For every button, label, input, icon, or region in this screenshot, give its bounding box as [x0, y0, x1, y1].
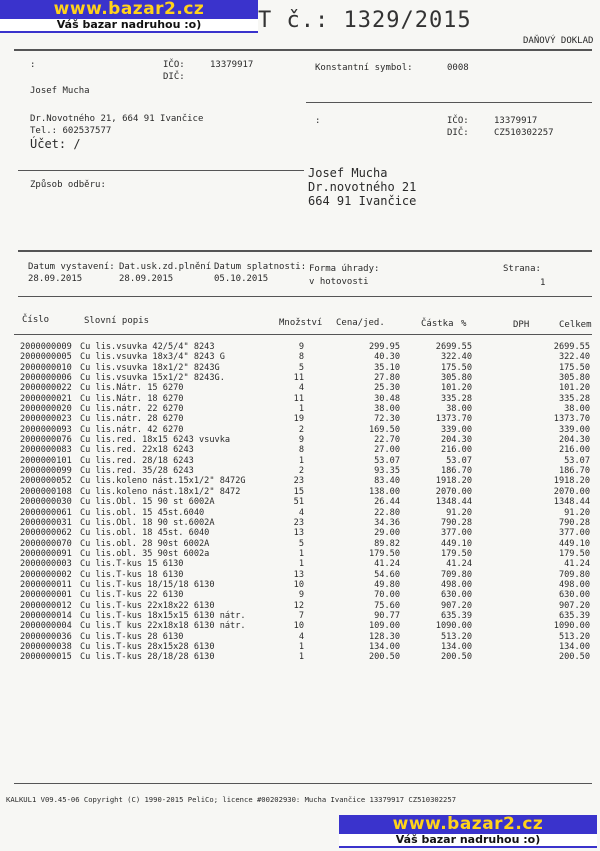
item-quantity: 4: [298, 383, 304, 394]
item-quantity: 5: [298, 362, 304, 373]
customer-dic: CZ510302257: [494, 128, 554, 138]
item-code: 2000000003: [20, 559, 72, 570]
due-date: 05.10.2015: [214, 274, 269, 284]
supplier-address: Dr.Novotného 21, 664 91 Ivančice: [30, 114, 204, 124]
customer-name: Josef Mucha: [308, 166, 388, 180]
constant-symbol-value: 0008: [447, 63, 469, 73]
item-code: 2000000022: [20, 383, 72, 394]
item-code: 2000000091: [20, 548, 72, 559]
item-amount: 907.20: [440, 600, 472, 611]
item-code: 2000000006: [20, 373, 72, 384]
item-description: Cu lis.red. 35/28 6243: [80, 466, 194, 477]
item-amount: 91.20: [446, 507, 472, 518]
item-unit-price: 22.70: [374, 435, 400, 446]
item-description: Cu lis.T-kus 15 6130: [80, 559, 184, 570]
due-label: Datum splatnosti:: [214, 262, 307, 272]
item-total: 216.00: [558, 445, 590, 456]
watermark-top[interactable]: [0, 0, 258, 33]
item-total: 709.80: [558, 569, 590, 580]
item-code: 2000000093: [20, 424, 72, 435]
item-code: 2000000062: [20, 528, 72, 539]
item-code: 2000000070: [20, 538, 72, 549]
item-unit-price: 26.44: [374, 497, 400, 508]
delivery-divider: [18, 170, 304, 171]
item-amount: 200.50: [440, 652, 472, 663]
item-total: 204.30: [558, 435, 590, 446]
item-amount: 179.50: [440, 548, 472, 559]
item-description: Cu lis.red. 18x15 6243 vsuvka: [80, 435, 231, 446]
item-unit-price: 40.30: [374, 352, 400, 363]
item-unit-price: 200.50: [368, 652, 400, 663]
item-description: Cu lis.red. 28/18 6243: [80, 455, 194, 466]
watermark-url-bottom[interactable]: www.bazar2.cz: [392, 814, 544, 834]
supplier-ico: 13379917: [210, 60, 254, 70]
supplier-dic-label: DIČ:: [163, 72, 185, 82]
item-unit-price: 54.60: [374, 569, 400, 580]
item-description: Cu lis.T-kus 18/15/18 6130: [80, 579, 215, 590]
item-amount: 2699.55: [435, 342, 472, 352]
item-total: 513.20: [558, 631, 590, 642]
header-divider: [14, 49, 592, 51]
item-description: Cu lis.T-kus 28x15x28 6130: [80, 641, 215, 652]
supplier-phone: Tel.: 602537577: [30, 126, 112, 136]
item-description: Cu lis.obl. 18 45st. 6040: [80, 528, 210, 539]
item-amount: 186.70: [440, 466, 472, 477]
table-row: [20, 352, 590, 362]
item-unit-price: 90.77: [374, 610, 400, 621]
item-unit-price: 25.30: [374, 383, 400, 394]
item-quantity: 1: [298, 641, 304, 652]
item-quantity: 15: [293, 486, 304, 497]
item-amount: 216.00: [440, 445, 472, 456]
item-description: Cu lis.nátr. 22 6270: [80, 404, 184, 415]
item-code: 2000000052: [20, 476, 72, 487]
item-description: Cu lis.red. 22x18 6243: [80, 445, 194, 456]
item-amount: 377.00: [440, 528, 472, 539]
customer-ico: 13379917: [494, 116, 538, 126]
issued-date: 28.09.2015: [28, 274, 83, 284]
item-code: 2000000108: [20, 486, 72, 497]
item-quantity: 9: [298, 590, 304, 601]
item-total: 1918.20: [553, 476, 590, 487]
item-code: 2000000083: [20, 445, 72, 456]
tax-document-label: DAŇOVÝ DOKLAD: [523, 36, 594, 46]
item-code: 2000000099: [20, 466, 72, 477]
item-description: Cu lis.T kus 22x18x18 6130 nátr.: [80, 621, 246, 632]
item-description: Cu lis.T-kus 28 6130: [80, 631, 184, 642]
item-description: Cu lis.vsuvka 18x1/2" 8243G: [80, 362, 220, 373]
item-description: Cu lis.Nátr. 15 6270: [80, 383, 184, 394]
item-total: 134.00: [558, 641, 590, 652]
customer-city: 664 91 Ivančice: [308, 194, 417, 208]
payment-method: v hotovosti: [309, 277, 369, 287]
item-amount: 1373.70: [435, 414, 472, 425]
page-number: 1: [540, 278, 546, 288]
item-amount: 1918.20: [435, 476, 472, 487]
item-description: Cu lis.vsuvka 18x3/4" 8243 G: [80, 352, 225, 363]
item-amount: 790.28: [440, 517, 472, 528]
item-unit-price: 34.36: [374, 517, 400, 528]
item-total: 449.10: [558, 538, 590, 549]
item-total: 101.20: [558, 383, 590, 394]
item-quantity: 4: [298, 507, 304, 518]
item-code: 2000000023: [20, 414, 72, 425]
item-amount: 101.20: [440, 383, 472, 394]
item-total: 335.28: [558, 393, 590, 404]
table-row: [20, 580, 590, 590]
item-total: 2070.00: [553, 486, 590, 497]
item-quantity: 9: [298, 435, 304, 446]
watermark-slogan-bottom: Váš bazar nadruhou :o): [339, 834, 597, 846]
header-desc: Slovní popis: [84, 316, 150, 326]
supplier-name: Josef Mucha: [30, 86, 90, 96]
table-row: [20, 363, 590, 373]
table-row: [20, 435, 590, 445]
item-quantity: 10: [293, 579, 304, 590]
delivery-label: Způsob odběru:: [30, 180, 106, 190]
header-qty: Množství: [279, 318, 323, 328]
item-quantity: 4: [298, 631, 304, 642]
item-code: 2000000009: [20, 342, 72, 352]
item-unit-price: 299.95: [368, 342, 400, 352]
taxable-date: 28.09.2015: [119, 274, 174, 284]
constant-symbol-label: Konstantní symbol:: [315, 63, 413, 73]
item-code: 2000000020: [20, 404, 72, 415]
item-description: Cu lis.T-kus 18 6130: [80, 569, 184, 580]
item-description: Cu lis.T-kus 28/18/28 6130: [80, 652, 215, 663]
table-row: [20, 466, 590, 476]
supplier-ico-label: IČO:: [163, 60, 185, 70]
item-description: Cu lis.nátr. 42 6270: [80, 424, 184, 435]
footer-copyright: KALKUL1 V09.45-06 Copyright (C) 1990-2015 PeliCo; licence #00202930: Mucha Ivančice 13379917 CZ510302257: [6, 795, 457, 804]
item-amount: 709.80: [440, 569, 472, 580]
item-total: 630.00: [558, 590, 590, 601]
item-amount: 498.00: [440, 579, 472, 590]
table-row: [20, 487, 590, 497]
table-row: [20, 549, 590, 559]
table-row: [20, 611, 590, 621]
item-total: 1090.00: [553, 621, 590, 632]
item-code: 2000000061: [20, 507, 72, 518]
header-vat: DPH: [513, 320, 530, 330]
page-label: Strana:: [503, 264, 541, 274]
item-unit-price: 38.00: [374, 404, 400, 415]
item-code: 2000000012: [20, 600, 72, 611]
item-quantity: 11: [293, 393, 304, 404]
item-total: 2699.55: [553, 342, 590, 352]
item-quantity: 1: [298, 404, 304, 415]
item-unit-price: 27.80: [374, 373, 400, 384]
item-total: 41.24: [564, 559, 590, 570]
item-quantity: 13: [293, 569, 304, 580]
item-unit-price: 41.24: [374, 559, 400, 570]
item-description: Cu lis.koleno nást.15x1/2" 8472G: [80, 476, 246, 487]
item-total: 38.00: [564, 404, 590, 415]
item-unit-price: 169.50: [368, 424, 400, 435]
table-row: [20, 476, 590, 486]
item-total: 635.39: [558, 610, 590, 621]
item-amount: 335.28: [440, 393, 472, 404]
item-unit-price: 109.00: [368, 621, 400, 632]
item-quantity: 13: [293, 528, 304, 539]
table-row: [20, 642, 590, 652]
watermark-slogan: Váš bazar nadruhou :o): [0, 19, 258, 31]
item-quantity: 2: [298, 466, 304, 477]
item-amount: 134.00: [440, 641, 472, 652]
item-total: 200.50: [558, 652, 590, 663]
item-total: 322.40: [558, 352, 590, 363]
item-unit-price: 53.07: [374, 455, 400, 466]
item-total: 1348.44: [553, 497, 590, 508]
item-total: 790.28: [558, 517, 590, 528]
item-unit-price: 30.48: [374, 393, 400, 404]
item-code: 2000000101: [20, 455, 72, 466]
watermark-bottom[interactable]: [339, 815, 597, 848]
item-unit-price: 93.35: [374, 466, 400, 477]
item-amount: 1348.44: [435, 497, 472, 508]
item-code: 2000000011: [20, 579, 72, 590]
table-row: [20, 373, 590, 383]
items-table: [20, 342, 590, 663]
table-bottom-divider: [14, 783, 592, 784]
item-description: Cu lis.obl. 28 90st 6002A: [80, 538, 210, 549]
item-unit-price: 179.50: [368, 548, 400, 559]
table-row: [20, 342, 590, 352]
table-row: [20, 508, 590, 518]
table-row: [20, 601, 590, 611]
item-quantity: 1: [298, 652, 304, 663]
item-amount: 635.39: [440, 610, 472, 621]
item-code: 2000000001: [20, 590, 72, 601]
item-code: 2000000015: [20, 652, 72, 663]
item-quantity: 9: [298, 342, 304, 352]
watermark-url[interactable]: www.bazar2.cz: [53, 0, 205, 19]
item-amount: 339.00: [440, 424, 472, 435]
item-description: Cu lis.obl. 35 90st 6002a: [80, 548, 210, 559]
item-description: Cu lis.vsuvka 42/5/4" 8243: [80, 342, 215, 352]
item-unit-price: 70.00: [374, 590, 400, 601]
document-title: T č.: 1329/2015: [258, 8, 472, 33]
item-unit-price: 35.10: [374, 362, 400, 373]
table-row: [20, 445, 590, 455]
item-total: 305.80: [558, 373, 590, 384]
item-unit-price: 27.00: [374, 445, 400, 456]
item-quantity: 12: [293, 600, 304, 611]
dates-divider-top: [18, 250, 592, 252]
item-description: Cu lis.obl. 15 45st.6040: [80, 507, 205, 518]
taxable-label: Dat.usk.zd.plnění: [119, 262, 212, 272]
table-row: [20, 570, 590, 580]
item-code: 2000000002: [20, 569, 72, 580]
item-code: 2000000036: [20, 631, 72, 642]
item-code: 2000000030: [20, 497, 72, 508]
item-unit-price: 134.00: [368, 641, 400, 652]
supplier-account: Účet: /: [30, 137, 81, 151]
item-code: 2000000014: [20, 610, 72, 621]
item-total: 339.00: [558, 424, 590, 435]
item-code: 2000000005: [20, 352, 72, 363]
item-total: 907.20: [558, 600, 590, 611]
item-unit-price: 138.00: [368, 486, 400, 497]
issued-label: Datum vystavení:: [28, 262, 115, 272]
table-row: [20, 632, 590, 642]
item-total: 91.20: [564, 507, 590, 518]
item-description: Cu lis.nátr. 28 6270: [80, 414, 184, 425]
item-amount: 2070.00: [435, 486, 472, 497]
item-description: Cu lis.T-kus 22x18x22 6130: [80, 600, 215, 611]
item-total: 1373.70: [553, 414, 590, 425]
item-quantity: 5: [298, 538, 304, 549]
item-amount: 204.30: [440, 435, 472, 446]
table-row: [20, 404, 590, 414]
item-unit-price: 83.40: [374, 476, 400, 487]
table-row: [20, 652, 590, 662]
table-row: [20, 414, 590, 424]
item-amount: 41.24: [446, 559, 472, 570]
customer-ico-label: IČO:: [447, 116, 469, 126]
item-quantity: 23: [293, 476, 304, 487]
item-amount: 1090.00: [435, 621, 472, 632]
item-description: Cu lis.Obl. 15 90 st 6002A: [80, 497, 215, 508]
item-quantity: 23: [293, 517, 304, 528]
item-total: 175.50: [558, 362, 590, 373]
table-row: [20, 621, 590, 631]
customer-dic-label: DIČ:: [447, 128, 469, 138]
header-unit: Cena/jed.: [336, 318, 385, 328]
item-total: 186.70: [558, 466, 590, 477]
item-quantity: 8: [298, 445, 304, 456]
item-quantity: 10: [293, 621, 304, 632]
item-total: 179.50: [558, 548, 590, 559]
item-quantity: 7: [298, 610, 304, 621]
item-unit-price: 89.82: [374, 538, 400, 549]
table-row: [20, 497, 590, 507]
item-quantity: 51: [293, 497, 304, 508]
item-code: 2000000021: [20, 393, 72, 404]
dates-divider-bottom: [18, 296, 592, 297]
table-header-divider: [14, 334, 592, 335]
table-row: [20, 518, 590, 528]
item-total: 377.00: [558, 528, 590, 539]
customer-box-top: [306, 102, 592, 103]
item-code: 2000000076: [20, 435, 72, 446]
item-quantity: 8: [298, 352, 304, 363]
item-unit-price: 49.80: [374, 579, 400, 590]
payment-label: Forma úhrady:: [309, 264, 380, 274]
customer-colon: :: [315, 116, 321, 126]
header-total: Celkem: [559, 320, 592, 330]
item-unit-price: 72.30: [374, 414, 400, 425]
item-amount: 38.00: [446, 404, 472, 415]
customer-street: Dr.novotného 21: [308, 180, 417, 194]
item-unit-price: 75.60: [374, 600, 400, 611]
item-total: 53.07: [564, 455, 590, 466]
item-quantity: 2: [298, 424, 304, 435]
item-quantity: 11: [293, 373, 304, 384]
item-amount: 322.40: [440, 352, 472, 363]
item-amount: 305.80: [440, 373, 472, 384]
item-description: Cu lis.T-kus 22 6130: [80, 590, 184, 601]
item-unit-price: 128.30: [368, 631, 400, 642]
item-description: Cu lis.koleno nást.18x1/2" 8472: [80, 486, 241, 497]
table-row: [20, 539, 590, 549]
supplier-colon: :: [30, 60, 36, 70]
item-description: Cu lis.vsuvka 15x1/2" 8243G.: [80, 373, 225, 384]
header-pct: %: [461, 319, 467, 329]
item-quantity: 19: [293, 414, 304, 425]
table-row: [20, 394, 590, 404]
item-amount: 513.20: [440, 631, 472, 642]
item-total: 498.00: [558, 579, 590, 590]
item-description: Cu lis.T-kus 18x15x15 6130 nátr.: [80, 610, 246, 621]
item-code: 2000000010: [20, 362, 72, 373]
item-code: 2000000004: [20, 621, 72, 632]
item-unit-price: 29.00: [374, 528, 400, 539]
table-row: [20, 559, 590, 569]
header-code: Číslo: [22, 315, 50, 325]
item-description: Cu lis.Obl. 18 90 st.6002A: [80, 517, 215, 528]
item-code: 2000000038: [20, 641, 72, 652]
item-description: Cu lis.Nátr. 18 6270: [80, 393, 184, 404]
table-row: [20, 456, 590, 466]
item-code: 2000000031: [20, 517, 72, 528]
header-amount: Částka: [421, 319, 454, 329]
item-amount: 630.00: [440, 590, 472, 601]
table-row: [20, 383, 590, 393]
table-row: [20, 528, 590, 538]
table-row: [20, 425, 590, 435]
item-quantity: 1: [298, 548, 304, 559]
table-row: [20, 590, 590, 600]
item-amount: 175.50: [440, 362, 472, 373]
item-amount: 449.10: [440, 538, 472, 549]
item-unit-price: 22.80: [374, 507, 400, 518]
item-amount: 53.07: [446, 455, 472, 466]
item-quantity: 1: [298, 559, 304, 570]
item-quantity: 1: [298, 455, 304, 466]
